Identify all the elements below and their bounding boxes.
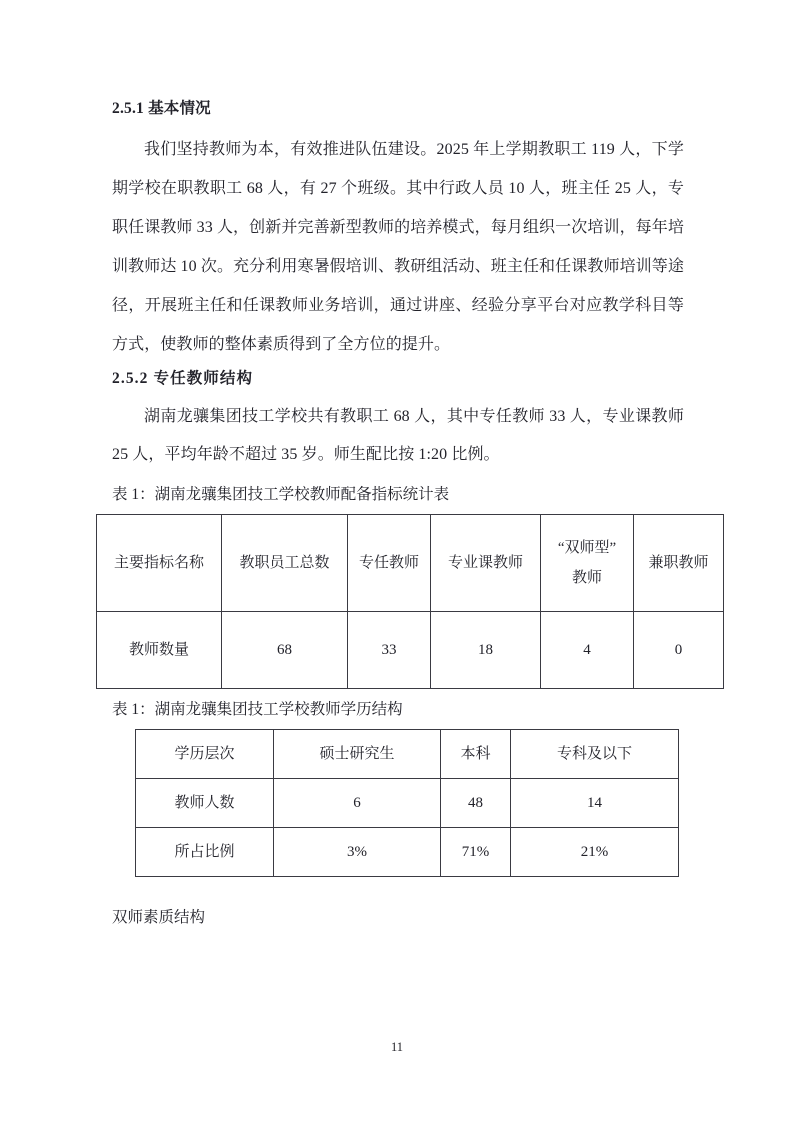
table-header-cell-indicator-name: 主要指标名称	[97, 515, 222, 612]
teacher-allocation-table	[96, 514, 724, 689]
trailing-heading-dual-quality-structure: 双师素质结构	[112, 909, 206, 926]
table-row-label-proportion: 所占比例	[136, 828, 274, 877]
table-header-row	[97, 515, 724, 612]
section-heading-2-5-2: 2.5.2 专任教师结构	[112, 370, 254, 387]
table-1-caption: 表 1：湖南龙骧集团技工学校教师配备指标统计表	[112, 486, 450, 503]
table-cell-dual-qualified-teachers-value: 4	[541, 612, 634, 689]
table-header-row	[136, 730, 679, 779]
table-header-cell-total-staff: 教职员工总数	[222, 515, 348, 612]
table-header-cell-associate-and-below: 专科及以下	[511, 730, 679, 779]
table-cell-masters-percent: 3%	[274, 828, 441, 877]
table-cell-associate-count: 14	[511, 779, 679, 828]
table-header-cell-full-time-teachers: 专任教师	[348, 515, 431, 612]
page-content	[112, 96, 709, 933]
paragraph-basic-situation: 我们坚持教师为本，有效推进队伍建设。2025 年上学期教职工 119 人，下学期学校在职教职工 68 人，有 27 个班级。其中行政人员 10 人，班主任 25 人，专职任课教师 33 人，创新并完善新型教师的培养模式，每月组织一次培训，每年培训教师达 10 次。充分利用寒暑假培训、教研组活动、班主任和任课教师培训等途径，开展班主任和任课教师业务培训，通过讲座、经验分享平台对应教学科目等方式，使教师的整体素质得到了全方位的提升。	[112, 141, 684, 353]
paragraph-teacher-structure: 湖南龙骧集团技工学校共有教职工 68 人，其中专任教师 33 人，专业课教师 25 人，平均年龄不超过 35 岁。师生配比按 1:20 比例。	[112, 408, 684, 463]
table-cell-bachelors-percent: 71%	[441, 828, 511, 877]
table-header-cell-education-level: 学历层次	[136, 730, 274, 779]
table-header-cell-major-course-teachers: 专业课教师	[431, 515, 541, 612]
page-number: 11	[390, 1040, 404, 1054]
table-cell-associate-percent: 21%	[511, 828, 679, 877]
table-cell-major-course-teachers-value: 18	[431, 612, 541, 689]
table-cell-total-staff-value: 68	[222, 612, 348, 689]
table-row	[136, 779, 679, 828]
table-cell-full-time-teachers-value: 33	[348, 612, 431, 689]
table-cell-part-time-teachers-value: 0	[634, 612, 724, 689]
table-row-label-teacher-count: 教师数量	[97, 612, 222, 689]
table-header-cell-masters: 硕士研究生	[274, 730, 441, 779]
table-row-label-teacher-number: 教师人数	[136, 779, 274, 828]
table-header-cell-bachelors: 本科	[441, 730, 511, 779]
table-cell-bachelors-count: 48	[441, 779, 511, 828]
table-row	[97, 612, 724, 689]
dual-qualified-label-line2: 教师	[571, 570, 602, 586]
table-2-caption: 表 1：湖南龙骧集团技工学校教师学历结构	[112, 701, 403, 718]
table-cell-masters-count: 6	[274, 779, 441, 828]
teacher-education-table	[135, 729, 679, 877]
dual-qualified-label-line1: “双师型”	[557, 540, 617, 556]
table-header-cell-part-time-teachers: 兼职教师	[634, 515, 724, 612]
table-row	[136, 828, 679, 877]
section-heading-2-5-1: 2.5.1 基本情况	[112, 100, 211, 117]
table-header-cell-dual-qualified-teachers	[541, 515, 634, 612]
